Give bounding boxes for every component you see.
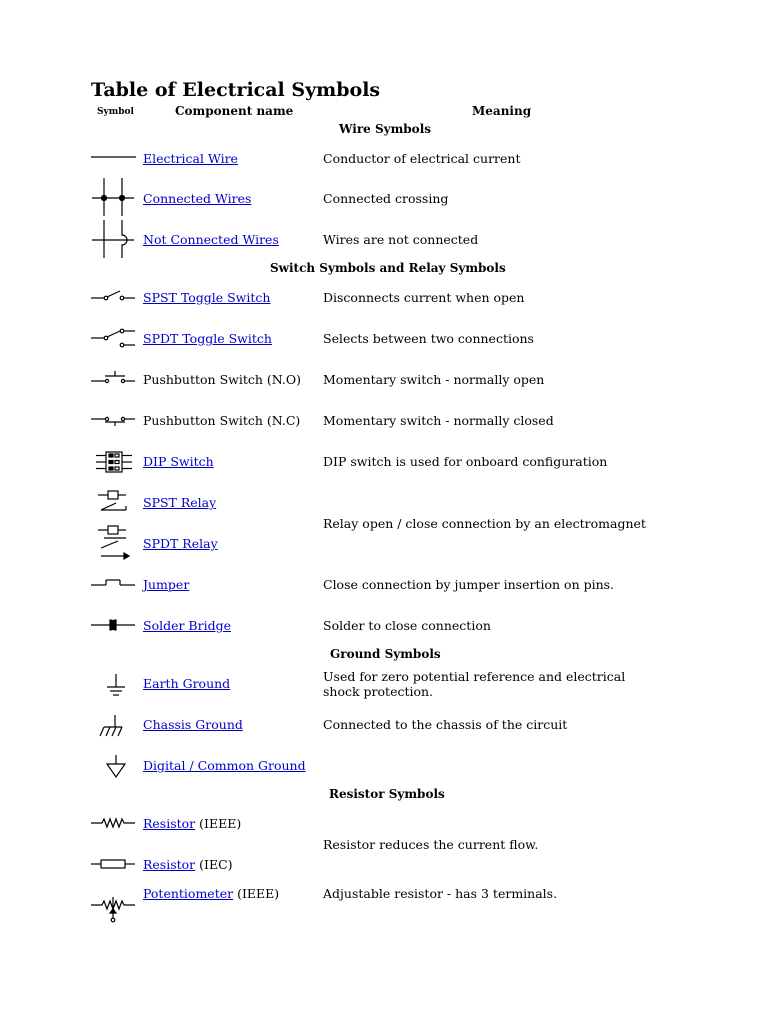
potentiometer-icon — [90, 894, 136, 924]
meaning-potentiometer: Adjustable resistor - has 3 terminals. — [323, 886, 558, 901]
earth-ground-icon — [104, 672, 128, 698]
potentiometer-row — [143, 886, 279, 901]
link-electrical-wire[interactable]: Electrical Wire — [143, 151, 238, 166]
resistor-ieee-icon — [90, 815, 136, 831]
header-meaning: Meaning — [472, 104, 532, 118]
meaning-pushbutton-nc: Momentary switch - normally closed — [323, 413, 554, 428]
meaning-connected-wires: Connected crossing — [323, 191, 449, 206]
wire-icon — [90, 150, 138, 164]
page-title: Table of Electrical Symbols — [91, 79, 381, 101]
meaning-electrical-wire: Conductor of electrical current — [323, 151, 521, 166]
label-pushbutton-nc: Pushbutton Switch (N.C) — [143, 413, 301, 428]
resistor-iec-row — [143, 857, 233, 872]
pushbutton-nc-icon — [90, 411, 136, 427]
link-solder-bridge[interactable]: Solder Bridge — [143, 618, 231, 633]
meaning-spdt-toggle-switch: Selects between two connections — [323, 331, 534, 346]
link-digital-common-ground[interactable]: Digital / Common Ground — [143, 758, 306, 773]
section-switch-symbols: Switch Symbols and Relay Symbols — [270, 261, 506, 275]
jumper-icon — [90, 575, 136, 591]
solder-bridge-icon — [90, 617, 136, 633]
link-jumper[interactable]: Jumper — [143, 577, 190, 592]
meaning-earth-ground: Used for zero potential reference and electrical shock protection. — [323, 669, 626, 699]
link-resistor-iec[interactable]: Resistor — [143, 857, 196, 872]
resistor-ieee-standard: (IEEE) — [199, 816, 242, 831]
link-connected-wires[interactable]: Connected Wires — [143, 191, 252, 206]
link-spdt-toggle-switch[interactable]: SPDT Toggle Switch — [143, 331, 272, 346]
label-pushbutton-no: Pushbutton Switch (N.O) — [143, 372, 301, 387]
link-earth-ground[interactable]: Earth Ground — [143, 676, 231, 691]
spst-toggle-switch-icon — [90, 288, 136, 304]
meaning-solder-bridge: Solder to close connection — [323, 618, 491, 633]
dip-switch-icon — [94, 451, 134, 473]
resistor-ieee-row — [143, 816, 241, 831]
spdt-relay-icon — [92, 524, 132, 560]
meaning-spst-toggle-switch: Disconnects current when open — [323, 290, 525, 305]
resistor-iec-icon — [90, 856, 136, 872]
link-spst-toggle-switch[interactable]: SPST Toggle Switch — [143, 290, 271, 305]
meaning-relay: Relay open / close connection by an electromagnet — [323, 516, 646, 531]
header-symbol: Symbol — [97, 107, 134, 117]
not-connected-wires-icon — [90, 218, 136, 260]
link-dip-switch[interactable]: DIP Switch — [143, 454, 214, 469]
link-potentiometer[interactable]: Potentiometer — [143, 886, 234, 901]
link-spst-relay[interactable]: SPST Relay — [143, 495, 217, 510]
pushbutton-no-icon — [90, 370, 136, 386]
chassis-ground-icon — [98, 714, 126, 740]
spdt-toggle-switch-icon — [90, 326, 136, 350]
section-resistor-symbols: Resistor Symbols — [329, 787, 445, 801]
resistor-iec-standard: (IEC) — [199, 857, 233, 872]
meaning-resistor: Resistor reduces the current flow. — [323, 837, 539, 852]
meaning-jumper: Close connection by jumper insertion on pins. — [323, 577, 615, 592]
spst-relay-icon — [92, 489, 132, 515]
section-ground-symbols: Ground Symbols — [330, 647, 441, 661]
section-wire-symbols: Wire Symbols — [339, 122, 432, 136]
potentiometer-standard: (IEEE) — [237, 886, 280, 901]
meaning-pushbutton-no: Momentary switch - normally open — [323, 372, 545, 387]
meaning-not-connected-wires: Wires are not connected — [323, 232, 479, 247]
link-resistor-ieee[interactable]: Resistor — [143, 816, 196, 831]
meaning-chassis-ground: Connected to the chassis of the circuit — [323, 717, 568, 732]
connected-wires-icon — [90, 176, 136, 218]
link-not-connected-wires[interactable]: Not Connected Wires — [143, 232, 279, 247]
link-spdt-relay[interactable]: SPDT Relay — [143, 536, 218, 551]
header-component-name: Component name — [175, 104, 294, 118]
link-chassis-ground[interactable]: Chassis Ground — [143, 717, 243, 732]
digital-ground-icon — [104, 754, 128, 780]
meaning-dip-switch: DIP switch is used for onboard configuration — [323, 454, 608, 469]
